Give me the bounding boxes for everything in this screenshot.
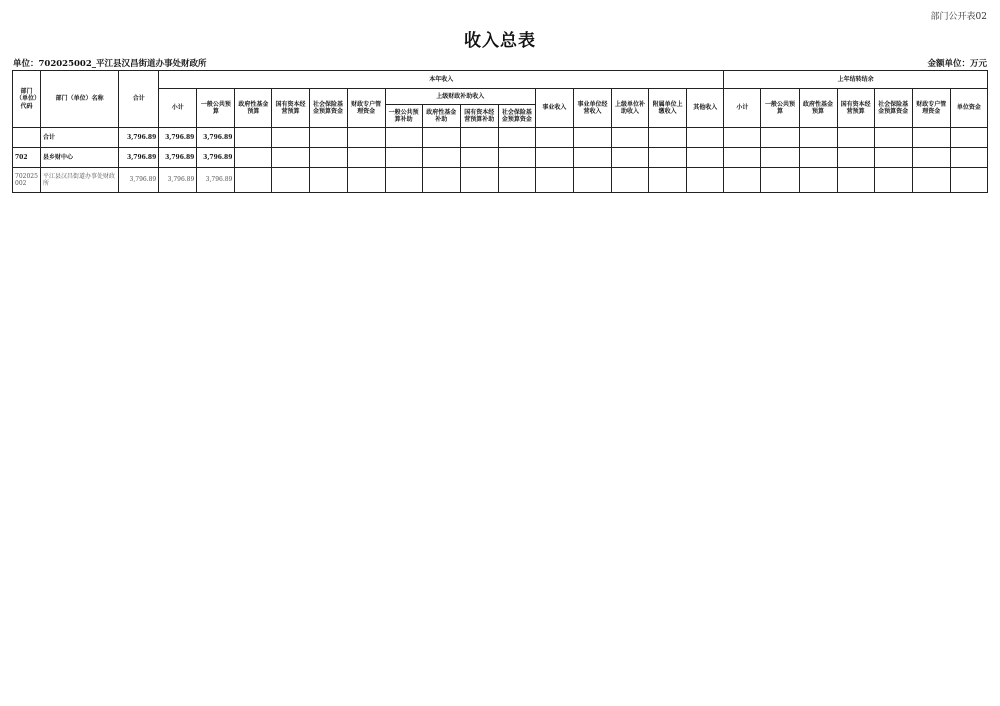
col-ly-subtotal: 小计 [724, 89, 761, 128]
cell-subtotal: 3,796.89 [159, 148, 197, 168]
table-row [13, 128, 988, 148]
col-ly-state-capital: 国有资本经营预算 [837, 89, 874, 128]
cell-code: 702 [13, 148, 41, 168]
col-cy-gov-fund: 政府性基金预算 [235, 89, 272, 128]
col-ly-social-insurance: 社会保险基金预算资金 [874, 89, 912, 128]
col-cy-business: 事业收入 [535, 89, 573, 128]
page-title: 收入总表 [464, 31, 536, 51]
table-row [13, 148, 988, 168]
col-sup-gov-fund: 政府性基金补助 [422, 105, 460, 128]
col-sup-general: 一般公共预算补助 [385, 105, 422, 128]
cell-general-budget: 3,796.89 [197, 128, 235, 148]
cell-total: 3,796.89 [119, 168, 159, 193]
col-cy-business-op: 事业单位经营收入 [573, 89, 611, 128]
cell-code [13, 128, 41, 148]
col-total: 合计 [119, 71, 159, 128]
cell-total: 3,796.89 [119, 128, 159, 148]
col-cy-superior-unit: 上级单位补助收入 [612, 89, 649, 128]
col-ly-unit-funds: 单位资金 [950, 89, 987, 128]
col-cy-other: 其他收入 [687, 89, 724, 128]
reporting-unit: 单位：702025002_平江县汉昌街道办事处财政所 [13, 59, 207, 69]
col-ly-gov-fund: 政府性基金预算 [799, 89, 837, 128]
amount-unit: 金额单位：万元 [927, 59, 987, 69]
cell-code: 702025002 [13, 168, 41, 193]
col-sup-social: 社会保险基金预算资金 [498, 105, 535, 128]
cell-name: 县乡财中心 [41, 148, 119, 168]
cell-general-budget: 3,796.89 [197, 168, 235, 193]
col-cy-general-budget: 一般公共预算 [197, 89, 235, 128]
col-cy-social-insurance: 社会保险基金预算资金 [309, 89, 347, 128]
col-dept-name: 部门（单位）名称 [41, 71, 119, 128]
col-dept-code: 部门（单位）代码 [13, 71, 41, 128]
unit-line [13, 57, 987, 69]
header-row-2 [13, 89, 988, 105]
col-ly-general-budget: 一般公共预算 [761, 89, 799, 128]
cell-name: 合计 [41, 128, 119, 148]
header-row-1 [13, 71, 988, 89]
col-group-last-year: 上年结转结余 [724, 71, 988, 89]
cell-subtotal: 3,796.89 [159, 168, 197, 193]
col-cy-affiliated: 附属单位上缴收入 [649, 89, 687, 128]
table-row [13, 168, 988, 193]
cell-general-budget: 3,796.89 [197, 148, 235, 168]
col-sup-state-capital: 国有资本经营预算补助 [460, 105, 498, 128]
col-cy-subtotal: 小计 [159, 89, 197, 128]
col-cy-state-capital: 国有资本经营预算 [272, 89, 309, 128]
income-summary-table [12, 70, 988, 193]
cell-name: 平江县汉昌街道办事处财政所 [41, 168, 119, 193]
col-ly-fiscal-special: 财政专户管理资金 [912, 89, 950, 128]
cell-subtotal: 3,796.89 [159, 128, 197, 148]
col-cy-fiscal-special: 财政专户管理资金 [347, 89, 385, 128]
cell-total: 3,796.89 [119, 148, 159, 168]
col-group-superior-subsidy: 上级财政补助收入 [385, 89, 535, 105]
col-group-current-year: 本年收入 [159, 71, 724, 89]
table-id-label: 部门公开表02 [930, 12, 987, 22]
